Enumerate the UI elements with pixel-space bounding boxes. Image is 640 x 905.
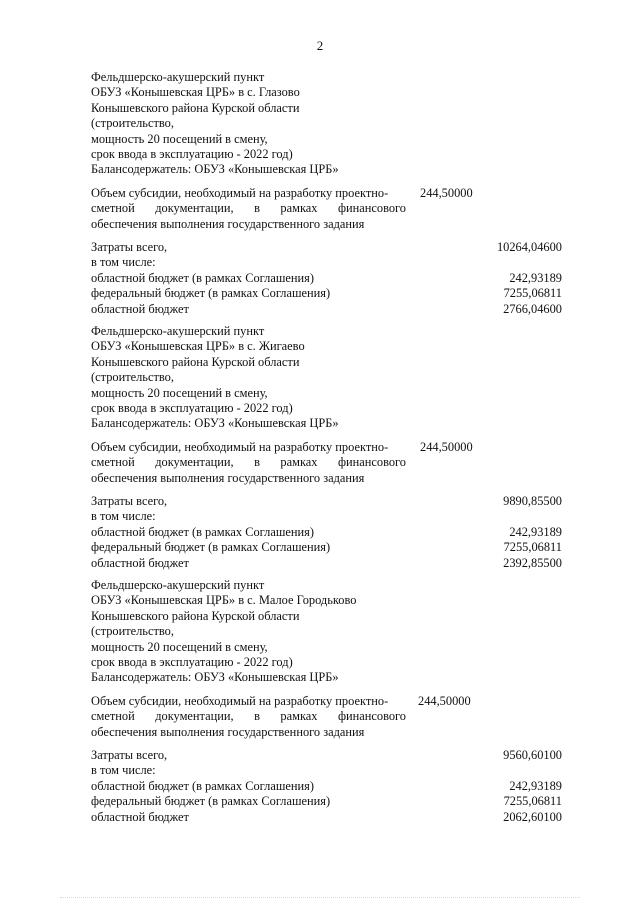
- costs-including-label: в том числе:: [91, 763, 156, 778]
- costs-row: [91, 540, 562, 555]
- costs-table-zhigaevo: [91, 494, 562, 571]
- facility-line: мощность 20 посещений в смену,: [91, 639, 268, 654]
- costs-table-glazovo: [91, 240, 562, 317]
- facility-line: Фельдшерско-акушерский пункт: [91, 578, 265, 592]
- subsidy-line: сметной документации, в рамках финансового: [91, 709, 406, 724]
- subsidy-line: сметной документации, в рамках финансового: [91, 201, 406, 216]
- facility-line: Балансодержатель: ОБУЗ «Конышевская ЦРБ»: [91, 670, 339, 685]
- costs-total-label: Затраты всего,: [91, 240, 168, 254]
- costs-row-value: 2766,04600: [503, 301, 562, 316]
- subsidy-text-maloe-gorodkovo: [91, 694, 406, 740]
- subsidy-line: сметной документации, в рамках финансового: [91, 455, 406, 470]
- costs-row-label: областной бюджет: [91, 301, 189, 316]
- costs-row-label: областной бюджет (в рамках Соглашения): [91, 778, 314, 793]
- facility-description-zhigaevo: [91, 324, 339, 432]
- facility-line: мощность 20 посещений в смену,: [91, 385, 268, 400]
- subsidy-value-zhigaevo: 244,50000: [420, 440, 473, 454]
- costs-row: [91, 556, 562, 571]
- costs-row-label: федеральный бюджет (в рамках Соглашения): [91, 540, 331, 555]
- costs-total-value: 9890,85500: [503, 494, 562, 508]
- facility-line: срок ввода в эксплуатацию - 2022 год): [91, 147, 293, 162]
- facility-line: ОБУЗ «Конышевская ЦРБ» в с. Малое Городьково: [91, 593, 357, 608]
- facility-line: (строительство,: [91, 116, 174, 131]
- facility-description-maloe-gorodkovo: [91, 578, 356, 686]
- costs-row-label: областной бюджет: [91, 555, 189, 570]
- facility-line: Фельдшерско-акушерский пункт: [91, 324, 265, 338]
- costs-including-row: [91, 509, 562, 524]
- costs-row-value: 7255,06811: [503, 540, 562, 555]
- costs-row: [91, 525, 562, 540]
- subsidy-text-zhigaevo: [91, 440, 406, 486]
- subsidy-line: обеспечения выполнения государственного задания: [91, 724, 365, 739]
- facility-line: Фельдшерско-акушерский пункт: [91, 70, 265, 84]
- costs-including-label: в том числе:: [91, 255, 156, 270]
- costs-total-label: Затраты всего,: [91, 494, 168, 508]
- costs-table-maloe-gorodkovo: [91, 748, 562, 825]
- facility-line: Конышевского района Курской области: [91, 100, 300, 115]
- facility-line: Балансодержатель: ОБУЗ «Конышевская ЦРБ»: [91, 416, 339, 431]
- subsidy-text-glazovo: [91, 186, 406, 232]
- subsidy-line: Объем субсидии, необходимый на разработку проектно-: [91, 186, 389, 200]
- facility-line: ОБУЗ «Конышевская ЦРБ» в с. Жигаево: [91, 339, 305, 354]
- subsidy-value-glazovo: 244,50000: [420, 186, 473, 200]
- costs-row: [91, 302, 562, 317]
- costs-total-row: [91, 748, 562, 763]
- costs-row-value: 7255,06811: [503, 286, 562, 301]
- facility-line: (строительство,: [91, 370, 174, 385]
- costs-total-value: 9560,60100: [503, 748, 562, 762]
- costs-row-value: 242,93189: [509, 778, 562, 793]
- costs-row-label: федеральный бюджет (в рамках Соглашения): [91, 286, 331, 301]
- facility-line: мощность 20 посещений в смену,: [91, 131, 268, 146]
- facility-line: срок ввода в эксплуатацию - 2022 год): [91, 655, 293, 670]
- facility-description-glazovo: [91, 70, 339, 178]
- facility-line: срок ввода в эксплуатацию - 2022 год): [91, 401, 293, 416]
- costs-total-value: 10264,04600: [496, 240, 562, 254]
- subsidy-value-maloe-gorodkovo: 244,50000: [418, 694, 471, 708]
- costs-total-label: Затраты всего,: [91, 748, 168, 762]
- costs-row-label: областной бюджет (в рамках Соглашения): [91, 524, 314, 539]
- costs-row-label: федеральный бюджет (в рамках Соглашения): [91, 794, 331, 809]
- subsidy-line: Объем субсидии, необходимый на разработку проектно-: [91, 440, 389, 454]
- costs-including-row: [91, 763, 562, 778]
- costs-row-label: областной бюджет (в рамках Соглашения): [91, 270, 314, 285]
- costs-row-value: 2062,60100: [503, 809, 562, 824]
- page-bottom-divider: [60, 897, 580, 898]
- subsidy-line: обеспечения выполнения государственного задания: [91, 216, 365, 231]
- costs-including-row: [91, 255, 562, 270]
- facility-line: ОБУЗ «Конышевская ЦРБ» в с. Глазово: [91, 85, 300, 100]
- costs-row: [91, 810, 562, 825]
- costs-row: [91, 779, 562, 794]
- facility-line: Конышевского района Курской области: [91, 354, 300, 369]
- costs-row: [91, 794, 562, 809]
- costs-row-value: 7255,06811: [503, 794, 562, 809]
- costs-including-label: в том числе:: [91, 509, 156, 524]
- costs-row: [91, 286, 562, 301]
- costs-row-value: 242,93189: [509, 524, 562, 539]
- facility-line: Балансодержатель: ОБУЗ «Конышевская ЦРБ»: [91, 162, 339, 177]
- costs-row-value: 242,93189: [509, 270, 562, 285]
- subsidy-line: Объем субсидии, необходимый на разработку проектно-: [91, 694, 389, 708]
- costs-row: [91, 271, 562, 286]
- costs-total-row: [91, 494, 562, 509]
- costs-total-row: [91, 240, 562, 255]
- costs-row-value: 2392,85500: [503, 555, 562, 570]
- facility-line: Конышевского района Курской области: [91, 608, 300, 623]
- page-number: 2: [316, 38, 324, 53]
- facility-line: (строительство,: [91, 624, 174, 639]
- costs-row-label: областной бюджет: [91, 809, 189, 824]
- subsidy-line: обеспечения выполнения государственного задания: [91, 470, 365, 485]
